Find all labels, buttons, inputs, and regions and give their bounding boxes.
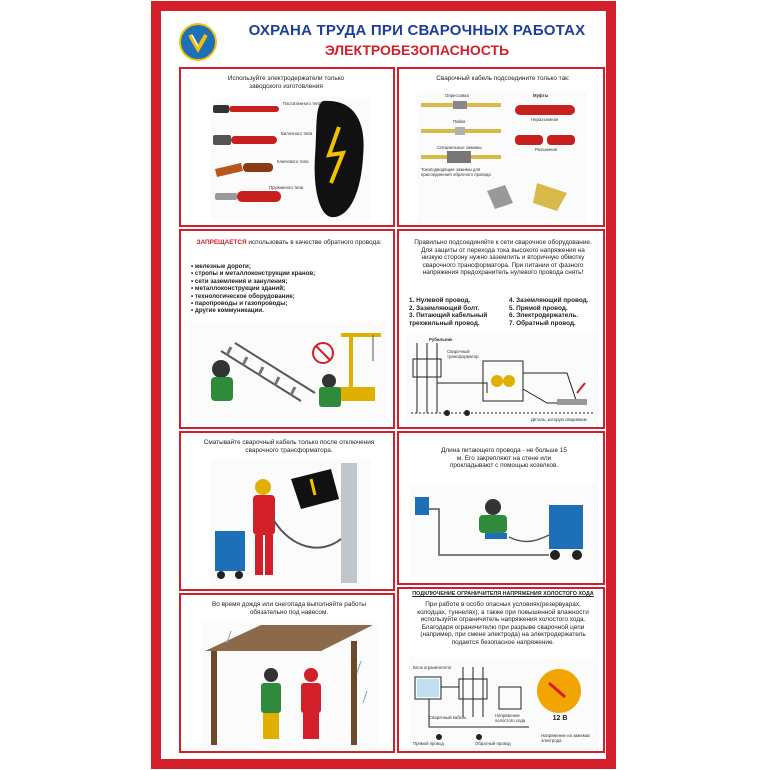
electrode-holders-illustration	[211, 97, 371, 221]
panel-cable-coiling	[179, 431, 395, 591]
panel-heading: ПОДКЛЮЧЕНИЕ ОГРАНИЧИТЕЛЯ НАПРЯЖЕНИЯ ХОЛОСТОГО ХОДА	[412, 591, 594, 597]
panel-text	[191, 239, 387, 247]
shelter-posts-icon	[211, 641, 357, 745]
ground-icon	[436, 734, 482, 740]
poster-subtitle: ЭЛЕКТРОБЕЗОПАСНОСТЬ	[324, 42, 510, 58]
worker-1-icon	[261, 668, 281, 739]
transformer-unit-icon	[215, 531, 245, 579]
label-split: Разъемная	[535, 147, 558, 152]
clamp-icon	[421, 151, 501, 163]
label-pliers: Пассатижного типа	[283, 101, 322, 106]
label-direct: Прямой провод	[413, 741, 444, 746]
welder-icon	[211, 360, 233, 401]
list-item: • технологическое оборудование;	[191, 292, 295, 300]
limiter-block-icon	[417, 679, 439, 697]
poster-title: ОХРАНА ТРУДА ПРИ СВАРОЧНЫХ РАБОТАХ	[248, 22, 586, 39]
panel-electrode-holders	[179, 67, 395, 227]
voltage-value: 12 В	[552, 715, 568, 722]
label-switch: Рубильник	[429, 337, 453, 342]
forbidden-text: использовать в качестве обратного провода:	[246, 239, 382, 246]
panel-text: Во время дождя или снегопада выполняйте работы обязательно под навесом.	[212, 601, 366, 616]
transformer-icon	[491, 375, 515, 387]
legend-item: 1. Нулевой провод.	[409, 297, 471, 304]
list-item: • металлоконструкции зданий;	[191, 285, 286, 293]
wiring-diagram	[407, 333, 599, 425]
list-item: • паропроводы и газопроводы;	[191, 300, 288, 308]
panel-text: Сматывайте сварочный кабель только после отключения сварочного трансформатора.	[203, 439, 375, 454]
label-key: Ключевого типа	[277, 159, 309, 164]
worker-icon	[253, 479, 275, 575]
voltage-badge-icon	[537, 669, 581, 713]
sleeve-split-icon	[515, 135, 575, 145]
legend-item: 6. Электродержатель.	[509, 312, 579, 320]
label-workpiece: Деталь, которую свариваем	[531, 417, 587, 422]
shelter-roof-icon	[205, 625, 373, 651]
list-item: • железные дороги;	[191, 263, 251, 270]
sleeve-fixed-icon	[515, 105, 575, 115]
label-sleeves: Муфты	[533, 93, 549, 98]
logo-icon	[181, 25, 215, 59]
label-limiter: Блок ограничителя	[413, 665, 451, 670]
panel-text: Длина питающего провода - не больше 15 м. Его закрепляют на стене или прокладывают с помощью козелков.	[441, 447, 567, 470]
wall-socket-icon	[415, 497, 429, 515]
transformer-cart-icon	[549, 505, 583, 560]
panel-cable-length	[397, 431, 605, 585]
legend-right	[509, 297, 601, 327]
workpiece-icon	[557, 383, 587, 405]
legend-item: 3. Питающий кабельный трехжильный провод.	[409, 312, 488, 327]
panel-rain-shelter	[179, 593, 395, 753]
welder-kneeling-icon	[479, 499, 507, 539]
panel-correct-connection	[397, 229, 605, 429]
crane-icon	[339, 335, 381, 401]
no-sign-icon	[313, 343, 333, 363]
list-item: • другие коммуникации.	[191, 307, 264, 315]
shock-warning-icon	[315, 101, 364, 217]
label-transformer: Сварочный трансформатор	[447, 349, 479, 359]
pillar-icon	[341, 463, 357, 583]
cable-connection-illustration	[417, 91, 587, 223]
panel-voltage-limiter	[397, 587, 605, 753]
label-crimp: Опрессовка	[445, 93, 469, 98]
limiter-diagram	[409, 657, 597, 749]
list-item: • стропы и металлоконструкции кранов;	[191, 270, 316, 278]
holder-pliers-icon	[213, 105, 279, 113]
rain-shelter-illustration	[201, 621, 377, 749]
holder-key-icon	[215, 163, 273, 177]
welder-2-icon	[319, 374, 341, 407]
poster-frame	[151, 1, 616, 769]
holder-fork-icon	[213, 135, 277, 145]
forbidden-illustration	[191, 321, 387, 425]
label-spring: Пружинного типа	[269, 185, 304, 190]
legend-left	[409, 297, 509, 327]
label-electrode-voltage: Напряжение на зажимах электрода	[541, 733, 591, 743]
panel-text: Сварочный кабель подсоедините только так:	[436, 75, 570, 82]
solder-icon	[421, 127, 501, 135]
label-return-clamps: Токоподводящие зажимы для присоединения обратного провода	[421, 167, 491, 177]
crimp-icon	[421, 101, 501, 109]
label-fork: Вилочного типа	[281, 131, 313, 136]
railway-icon	[221, 343, 315, 401]
panel-text: При работе в особо опасных условиях(резервуарах, колодцах, туннелях), а также при повышенной влажности используйте ограничитель напряжения холостого хода. Благодаря ограничителю при разрыве сварочной цепи (например, при смене электрода) на электродержатель подается безопасное напряжение.	[417, 601, 589, 646]
forbidden-list	[191, 263, 391, 315]
return-clamp-icon	[487, 183, 567, 211]
label-solder: Пайка	[453, 119, 466, 124]
shock-victim-icon	[291, 469, 339, 509]
panel-text: Используйте электродержатели только заводского изготовления	[227, 75, 345, 90]
legend-item: 2. Заземляющий болт.	[409, 304, 480, 312]
worker-2-icon	[301, 668, 321, 739]
legend-item: 4. Заземляющий провод.	[509, 297, 589, 304]
label-idle-voltage: Напряжение холостого хода	[495, 713, 526, 723]
poster-body	[161, 11, 606, 759]
legend-item: 5. Прямой провод.	[509, 304, 568, 312]
label-fixed: Неразъемная	[531, 117, 559, 122]
panel-forbidden-return	[179, 229, 395, 429]
holder-spring-icon	[215, 191, 281, 202]
forbidden-word: ЗАПРЕЩАЕТСЯ	[196, 239, 247, 246]
legend-item: 7. Обратный провод.	[509, 319, 576, 327]
label-return: Обратный провод	[475, 741, 511, 746]
list-item: • сети заземления и зануления;	[191, 277, 288, 285]
cable-coiling-illustration	[211, 459, 371, 587]
label-cable: Сварочный кабель	[429, 715, 467, 720]
panel-text: Правильно подсоединяйте к сети сварочное оборудование. Для защиты от перехода тока высокого напряжения на низкую сторону нужно заземлить и вторичную обмотку сварочного трансформатора. При питании от фазного напряжения предохранитель нулевого провода снять!	[414, 239, 592, 277]
panel-cable-connection	[397, 67, 605, 227]
cable-length-illustration	[409, 485, 597, 577]
label-clamps: Специальные зажимы	[437, 145, 482, 150]
